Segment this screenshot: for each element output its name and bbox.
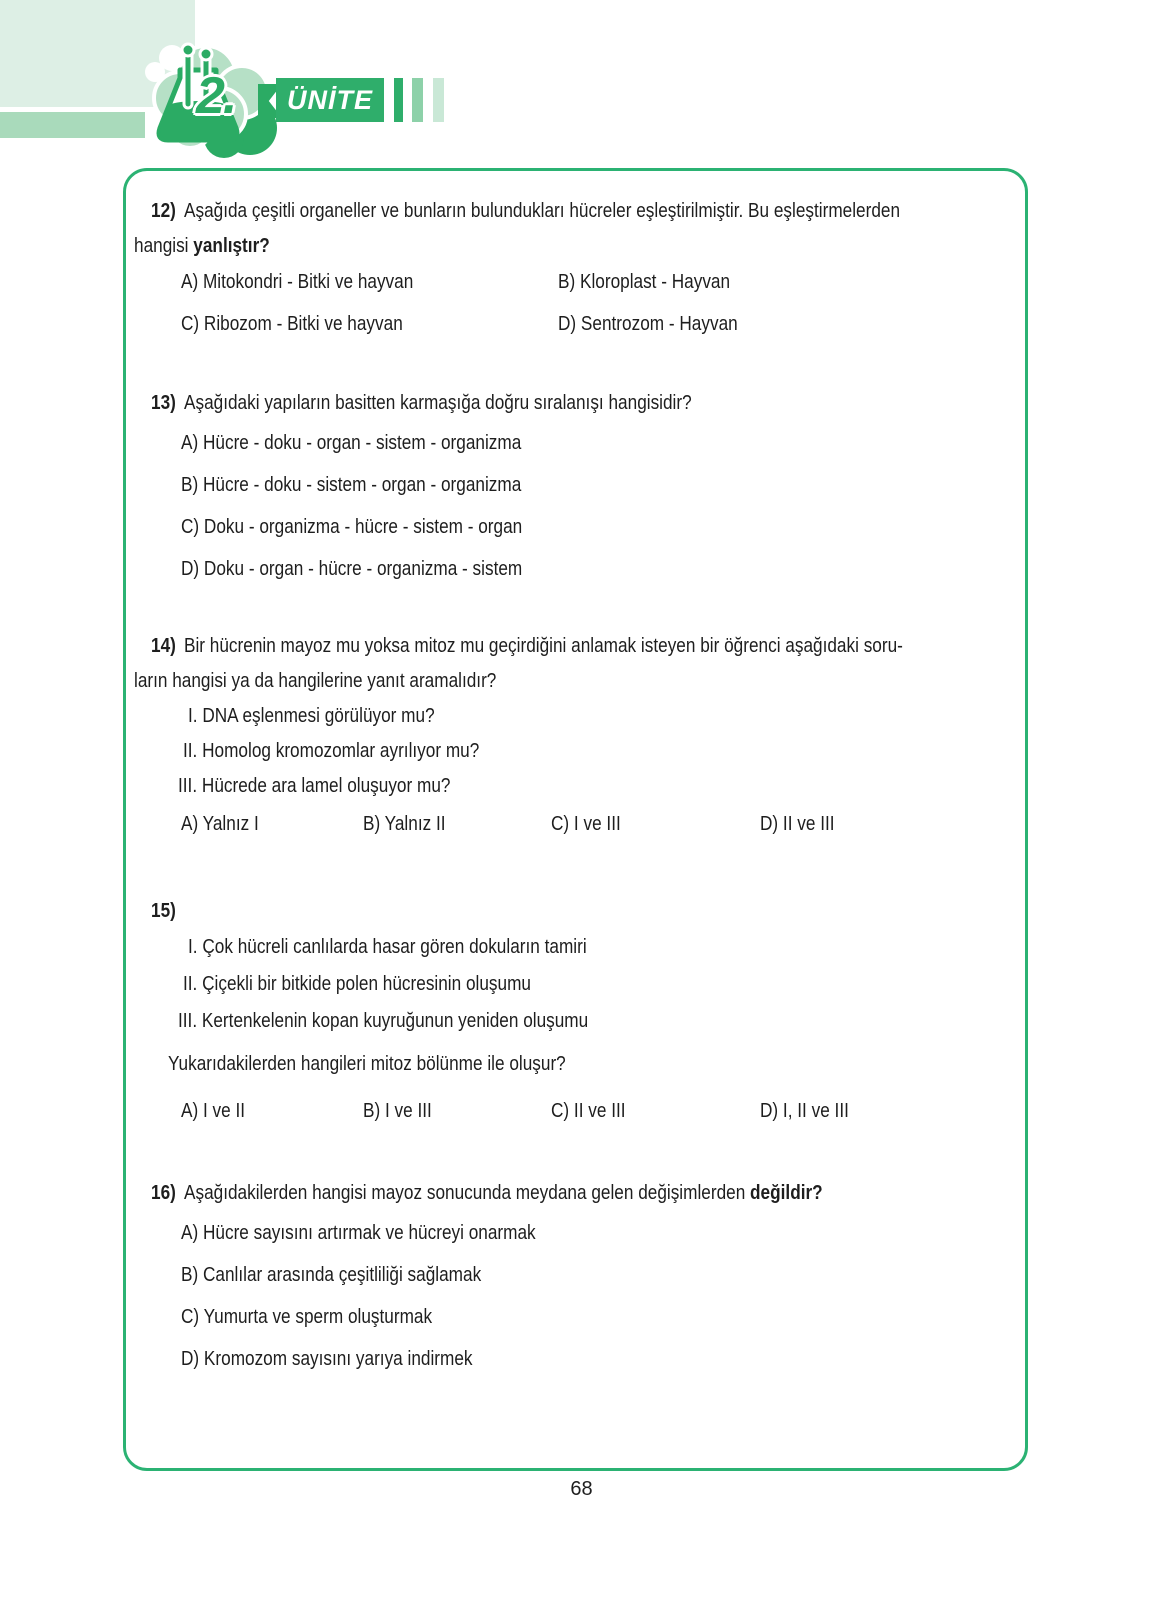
- page-number: 68: [570, 1478, 593, 1500]
- answer-option: C) I ve III: [551, 813, 621, 835]
- unit-banner: [276, 78, 384, 122]
- question-12-options: [126, 270, 1019, 336]
- question-14-line-1: 14) Bir hücrenin mayoz mu yoksa mitoz mu geçirdiğini anlamak isteyen bir öğrenci aşağıdaki soru-: [126, 629, 1019, 664]
- answer-option: B) I ve III: [363, 1100, 432, 1122]
- answer-option: B) Yalnız II: [363, 813, 446, 835]
- option: A) Hücre sayısını artırmak ve hücreyi onarmak: [181, 1222, 536, 1244]
- question-12-number: 12): [151, 200, 176, 222]
- roman-item: II. Homolog kromozomlar ayrılıyor mu?: [183, 740, 480, 762]
- option: B) Canlılar arasında çeşitliliği sağlamak: [181, 1264, 482, 1286]
- option: D) Sentrozom - Hayvan: [558, 313, 738, 335]
- option: D) Kromozom sayısını yarıya indirmek: [181, 1348, 473, 1370]
- answer-option: A) Yalnız I: [181, 813, 259, 835]
- question-12: [126, 194, 1019, 336]
- question-12-line-1: 12) Aşağıda çeşitli organeller ve bunların bulundukları hücreler eşleştirilmiştir. Bu eşleştirmelerden: [126, 194, 1019, 229]
- question-16-text: 16) Aşağıdakilerden hangisi mayoz sonucunda meydana gelen değişimlerden değildir?: [126, 1176, 1019, 1211]
- banner-bar-medium: [412, 78, 423, 122]
- option: A) Hücre - doku - organ - sistem - organizma: [181, 432, 522, 454]
- unit-banner-label: ÜNİTE: [287, 84, 373, 115]
- question-14-answers: [126, 812, 1019, 836]
- question-14-number: 14): [151, 635, 176, 657]
- option: A) Mitokondri - Bitki ve hayvan: [181, 271, 414, 293]
- question-16-options: [126, 1221, 1019, 1371]
- questions-box: [123, 168, 1028, 1471]
- option: C) Ribozom - Bitki ve hayvan: [181, 313, 403, 335]
- roman-item: I. DNA eşlenmesi görülüyor mu?: [188, 705, 435, 727]
- question-14-line-2: ların hangisi ya da hangilerine yanıt aramalıdır?: [134, 670, 497, 692]
- question-13: [126, 386, 1019, 599]
- option: B) Hücre - doku - sistem - organ - organizma: [181, 474, 522, 496]
- banner-bar-dark: [394, 78, 403, 122]
- answer-option: A) I ve II: [181, 1100, 246, 1122]
- answer-option: D) II ve III: [760, 813, 835, 835]
- question-13-number: 13): [151, 392, 176, 414]
- question-12-line-2: hangisi yanlıştır?: [134, 235, 270, 257]
- question-13-text: 13) Aşağıdaki yapıların basitten karmaşığa doğru sıralanışı hangisidir?: [126, 386, 1019, 421]
- roman-item: II. Çiçekli bir bitkide polen hücresinin oluşumu: [183, 973, 531, 995]
- question-15-question: Yukarıdakilerden hangileri mitoz bölünme ile oluşur?: [168, 1053, 566, 1075]
- question-15-number: 15): [151, 900, 176, 922]
- question-14: [126, 629, 1019, 836]
- question-15-items: [126, 929, 1019, 1040]
- header-green-band: [0, 112, 145, 138]
- roman-item: I. Çok hücreli canlılarda hasar gören dokuların tamiri: [188, 936, 587, 958]
- question-16-number: 16): [151, 1182, 176, 1204]
- banner-bar-light: [433, 78, 444, 122]
- question-15-number-line: [126, 894, 1019, 929]
- answer-option: C) II ve III: [551, 1100, 626, 1122]
- question-15-answers: [126, 1099, 1019, 1123]
- roman-item: III. Hücrede ara lamel oluşuyor mu?: [178, 775, 451, 797]
- roman-item: III. Kertenkelenin kopan kuyruğunun yeniden oluşumu: [178, 1010, 589, 1032]
- option: C) Yumurta ve sperm oluşturmak: [181, 1306, 433, 1328]
- question-16: [126, 1176, 1019, 1389]
- question-14-items: [126, 699, 1019, 804]
- option: B) Kloroplast - Hayvan: [558, 271, 731, 293]
- question-15: [126, 894, 1019, 1123]
- answer-option: D) I, II ve III: [760, 1100, 849, 1122]
- option: C) Doku - organizma - hücre - sistem - organ: [181, 516, 523, 538]
- unit-number: 2.: [196, 67, 236, 125]
- option: D) Doku - organ - hücre - organizma - sistem: [181, 558, 523, 580]
- question-13-options: [126, 431, 1019, 581]
